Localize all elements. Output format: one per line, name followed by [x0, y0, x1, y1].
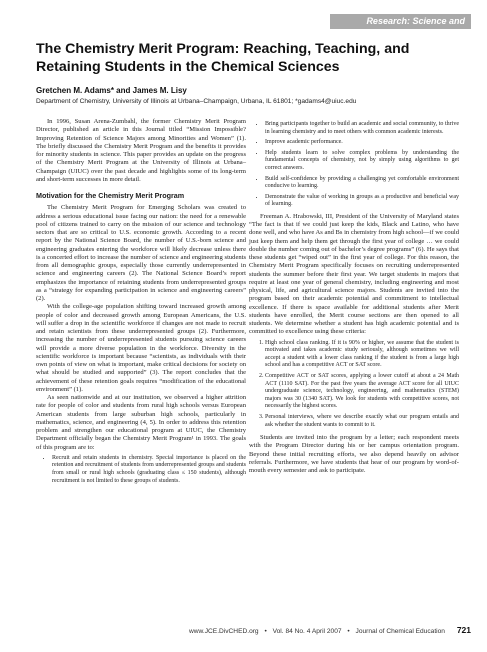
goals-list	[36, 455, 246, 485]
goal-item: • Help students learn to solve complex problems by understanding the fundamental concepts of chemistry, not by simply using algorithms to get correct answers.	[265, 150, 459, 173]
goal-item: • Demonstrate the value of working in groups as a productive and beneficial way of learning.	[265, 194, 459, 209]
goal-item: • Build self-confidence by providing a challenging yet comfortable environment conducive to learning.	[265, 176, 459, 191]
intro-paragraph: In 1996, Susan Arena-Zumbahl, the former Chemistry Merit Program Director, published an article in this Journal titled “Mission Impossible? Improving Retention of Science Majors among Minorities and Women” (1). The briefly discussed the Chemistry Merit Program and the benefits it provides for minority students in science. This paper provides an update on the progress of the Chemistry Merit Program at the University of Illinois at Urbana–Champaign (UIUC) over the past decade and highlights some of its long-term and short-term successes in more detail.	[36, 118, 246, 183]
criteria-list	[249, 340, 459, 430]
footer-separator: •	[347, 628, 350, 635]
goal-item: • Bring participants together to build an academic and social community, to thrive in learning chemistry and to meet others with common academic interests.	[265, 121, 459, 136]
body-paragraph: The Chemistry Merit Program for Emerging Scholars was created to address a serious educational issue facing our nation: the need for a renewable pool of citizens trained to carry on the mission of our science and technology sectors that are so critical to U.S. economic growth. According to a recent report by the National Science Board, the number of U.S.-born science and engineering graduates entering the workforce will likely decrease unless there is a concerted effort to increase the number of science and engineering students from all demographic groups, especially those currently underrepresented in science and engineering careers (2). The National Science Board’s report emphasizes the importance of retaining students from underrepresented groups as a “strategy for expanding participation in science and engineering careers” (2).	[36, 204, 246, 302]
criteria-item: 2. Competitive ACT or SAT scores, applying a lower cutoff at about a 24 Math ACT (1110 SAT). For the past five years the average ACT score for all UIUC undergraduate science, technology, engineering, and mathematics (STEM) majors was 30 (1340 SAT). We look for students with competitive scores, not necessarily the highest scores.	[265, 373, 459, 411]
section-banner: Research: Science and Education	[330, 14, 471, 29]
goals-list-continued	[249, 121, 459, 209]
body-paragraph: As seen nationwide and at our institution, we observed a higher attrition rate for people of color and students from rural high schools versus European American students from large suburban high schools, particularly in mathematics, science, and engineering (4, 5). In order to address this retention problem and strengthen our educational program at UIUC, the Chemistry Department officially began the Chemistry Merit Program¹ in 1993. The goals of this program are to:	[36, 394, 246, 451]
criteria-item: 1. High school class ranking. If it is 90% or higher, we assume that the student is motivated and takes academic study seriously, although sometimes we will accept a student with a lower class ranking if the student is from a large high school and has a competitive ACT or SAT score.	[265, 340, 459, 370]
journal-name: Journal of Chemical Education	[355, 628, 445, 635]
body-paragraph: With the college-age population shifting toward increased growth among people of color and decreased growth among European Americans, the U.S. will suffer a drop in the scientific workforce if changes are not made to recruit and retain scientists from these underrepresented groups (2). Furthermore, increasing the number of underrepresented students pursuing science careers will provide a more diverse population in the workforce. Diversity in the scientific workforce is important because “scientists, as individuals with their own points of view on what is important, make critical decisions for society on what should be studied and supported” (3). The report concludes that the achievement of these retention goals requires “modification of the educational environment” (1).	[36, 303, 246, 393]
journal-volume: Vol. 84 No. 4 April 2007	[272, 628, 342, 635]
journal-url: www.JCE.DivCHED.org	[188, 628, 259, 635]
page-footer	[36, 625, 471, 637]
authors: Gretchen M. Adams* and James M. Lisy	[36, 86, 187, 95]
body-paragraph: Students are invited into the program by a letter; each respondent meets with the Program Director during his or her campus orientation program. Beyond these initial recruiting efforts, we also depend heavily on advisor referrals. Furthermore, we have students that hear of our program by word-of-mouth every semester and ask to participate.	[249, 434, 459, 475]
criteria-item: 3. Personal interviews, where we describe exactly what our program entails and ask whether the student wants to commit to it.	[265, 414, 459, 429]
page-number: 721	[456, 625, 471, 635]
left-column	[36, 118, 246, 489]
section-heading: Motivation for the Chemistry Merit Program	[36, 191, 185, 200]
goal-item: • Recruit and retain students in chemistry. Special importance is placed on the retention and recruitment of students from underrepresented groups and students from small or rural high schools (graduating class ≤ 150 students), although recruitment is not limited to these groups of students.	[52, 455, 246, 485]
article-title: The Chemistry Merit Program: Reaching, Teaching, and Retaining Students in the Chemical Sciences	[36, 41, 410, 75]
goal-item: • Improve academic performance.	[265, 139, 459, 147]
right-column	[249, 118, 459, 475]
affiliation: Department of Chemistry, University of Illinois at Urbana–Champaign, Urbana, IL 61801; *gadams4@uiuc.edu	[36, 98, 357, 105]
footer-separator: •	[264, 628, 267, 635]
body-paragraph: Freeman A. Hrabowski, III, President of the University of Maryland states “The fact is that if we could just keep the kids, Black and Latino, who have done well, and who have As and Bs in chemistry from high school—if we could just keep them and help them get through the first year of college … we could double the number coming out of bachelor’s degree programs” (6). He says that these students get “wiped out” in the first year of college. For this reason, the Chemistry Merit Program specifically focuses on recruiting underrepresented students the summer before their first year. We target students in majors that require at least one year of general chemistry, including engineering and most physical, life, and agricultural science majors. Students are invited into the program based on their academic potential and commitment to intellectual excellence. If there is space available for additional students after Merit students have enrolled, the Merit course sections are then opened to all students. We determine whether a student has high academic potential and is committed to excellence using these criteria:	[249, 212, 460, 336]
